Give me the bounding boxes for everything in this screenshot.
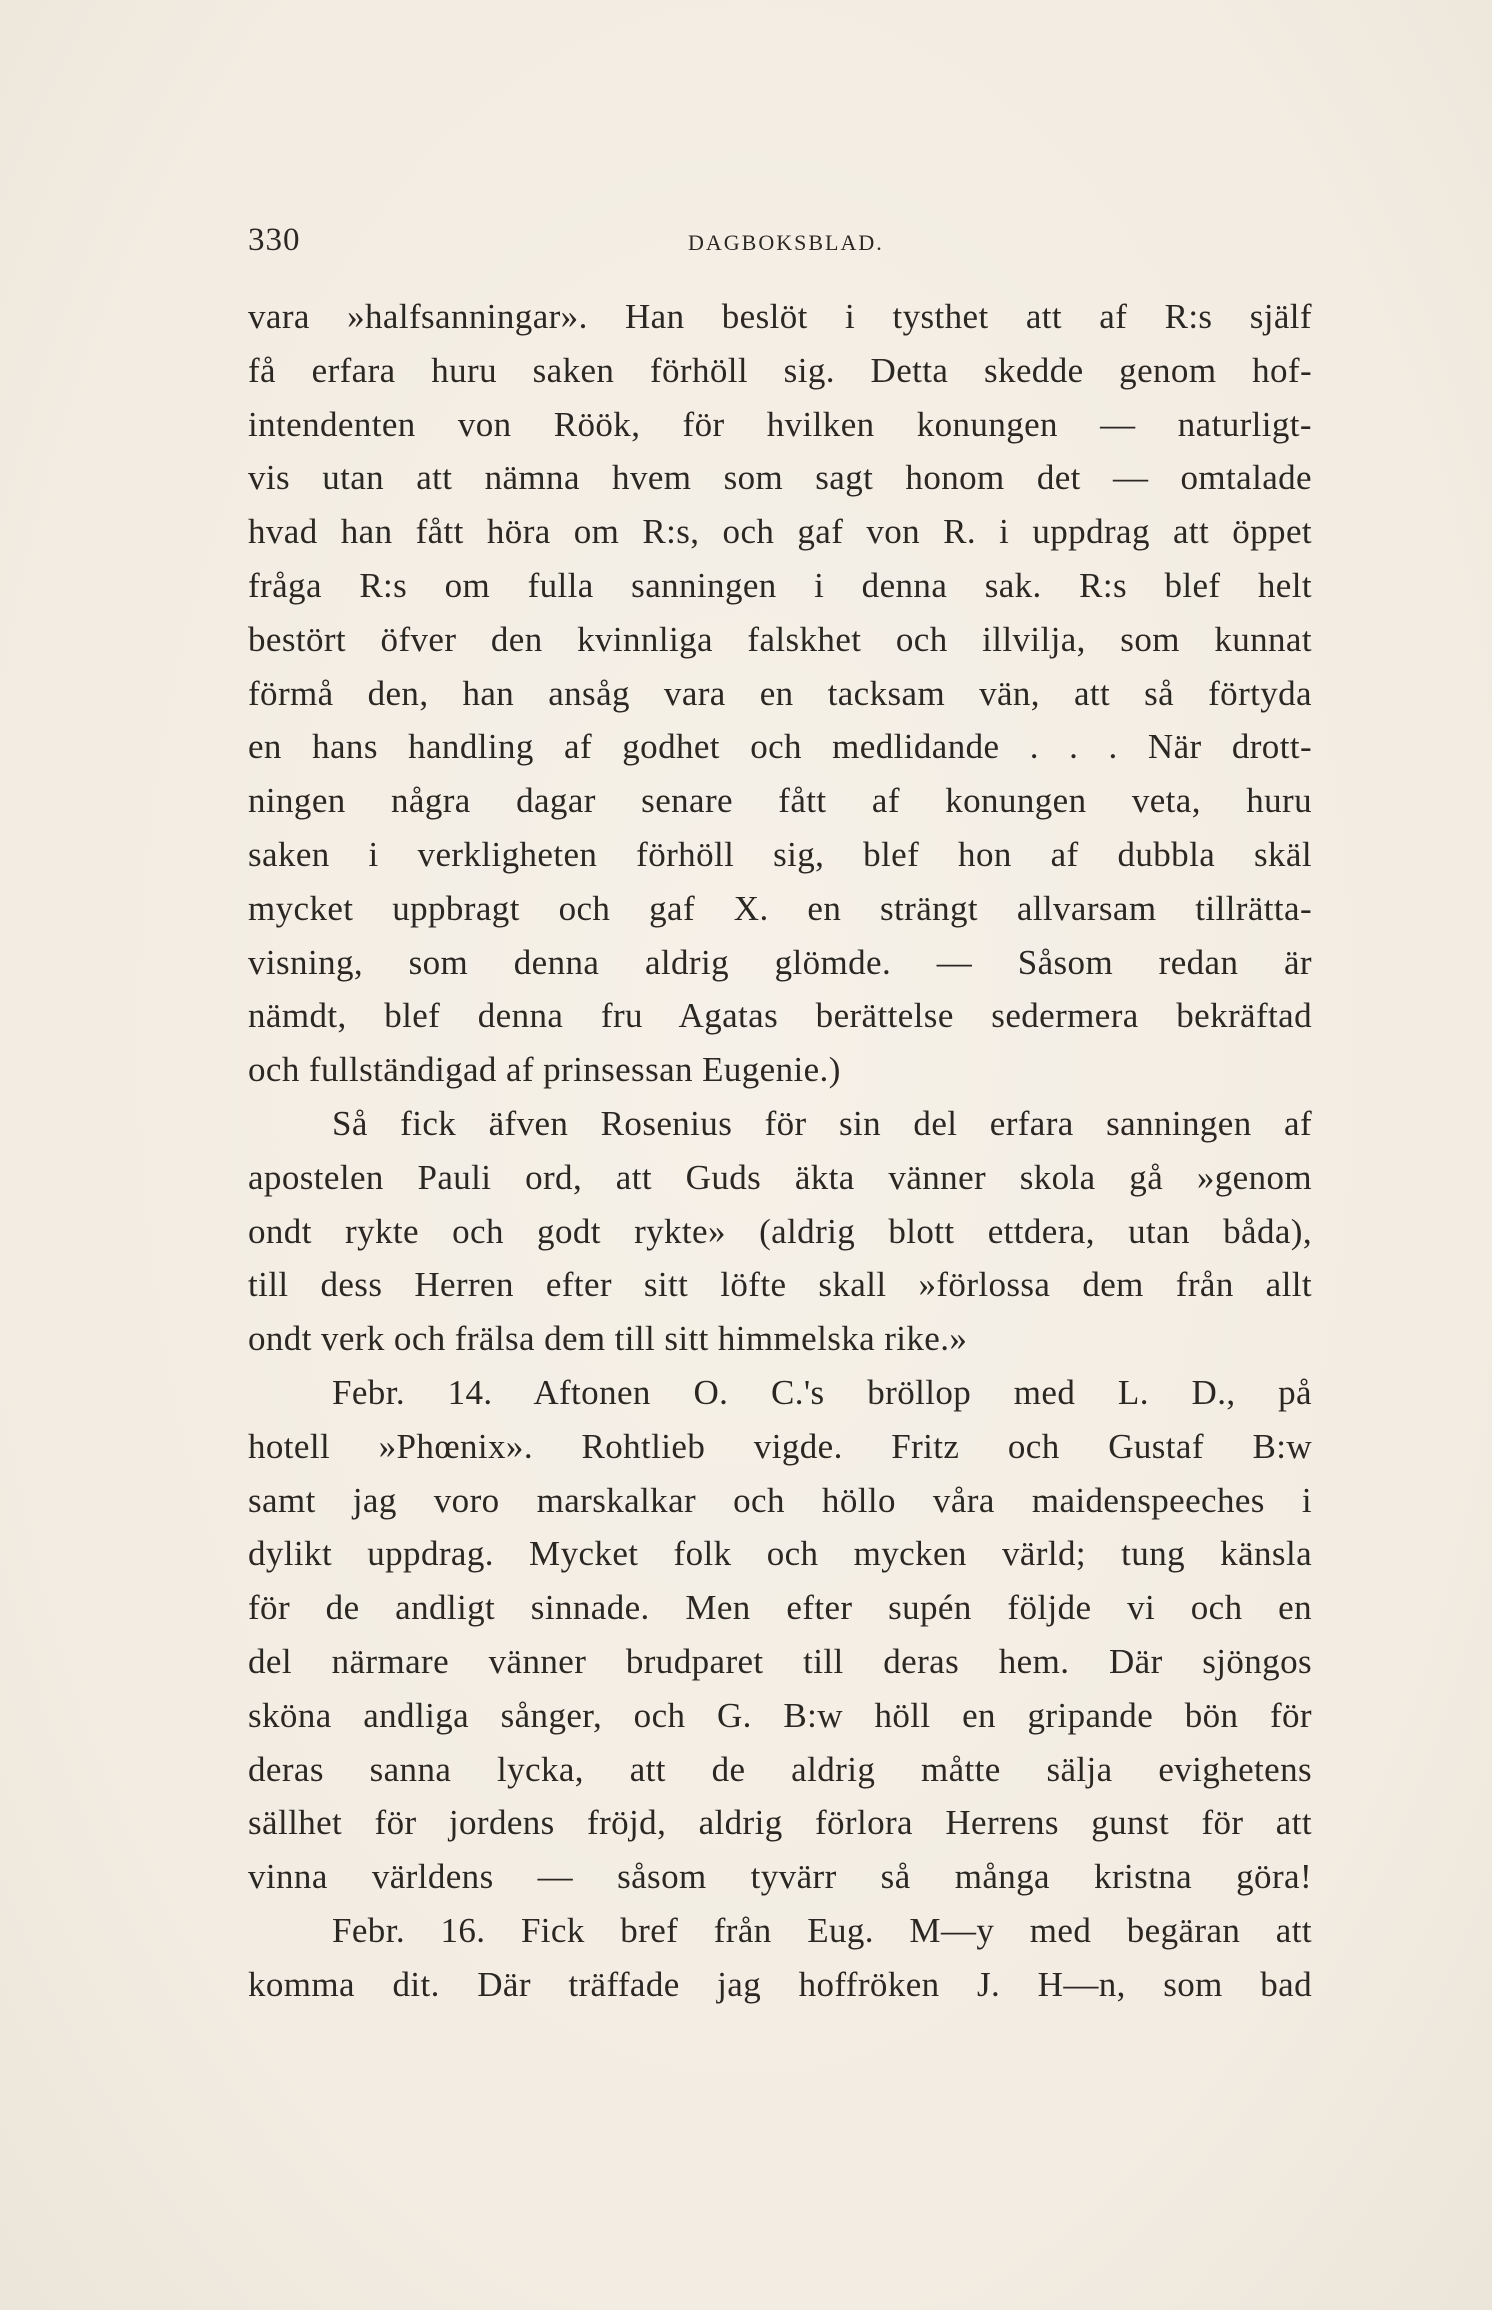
page-header [248, 222, 1308, 262]
text-line: del närmare vänner brudparet till deras hem. Där sjöngos [248, 1641, 1312, 1681]
text-line: till dess Herren efter sitt löfte skall »förlossa dem från allt [248, 1265, 1312, 1305]
text-line: ondt rykte och godt rykte» (aldrig blott ettdera, utan båda), [248, 1211, 1312, 1251]
text-line: hvad han fått höra om R:s, och gaf von R. i uppdrag att öppet [248, 512, 1312, 552]
paragraph-end-line: och fullständigad af prinsessan Eugenie.) [248, 1050, 841, 1090]
text-line: dylikt uppdrag. Mycket folk och mycken värld; tung känsla [248, 1534, 1312, 1574]
text-line: ningen några dagar senare fått af konungen veta, huru [248, 781, 1312, 821]
text-line: intendenten von Röök, för hvilken konungen — naturligt- [248, 404, 1312, 444]
text-line: vara »halfsanningar». Han beslöt i tysthet att af R:s själf [248, 297, 1312, 336]
text-line: samt jag voro marskalkar och höllo våra maidenspeeches i [248, 1480, 1312, 1520]
body-text [248, 290, 1312, 2012]
text-line: för de andligt sinnade. Men efter supén följde vi och en [248, 1588, 1312, 1628]
text-line: bestört öfver den kvinnliga falskhet och illvilja, som kunnat [248, 619, 1312, 659]
text-line: förmå den, han ansåg vara en tacksam vän, att så förtyda [248, 673, 1312, 713]
text-line: hotell »Phœnix». Rohtlieb vigde. Fritz och Gustaf B:w [248, 1426, 1312, 1466]
text-line: vis utan att nämna hvem som sagt honom det — omtalade [248, 458, 1312, 498]
text-line: en hans handling af godhet och medlidande . . . När drott- [248, 727, 1312, 767]
text-line: mycket uppbragt och gaf X. en strängt allvarsam tillrätta- [248, 888, 1312, 928]
text-line: visning, som denna aldrig glömde. — Såsom redan är [248, 942, 1312, 982]
text-line: fråga R:s om fulla sanningen i denna sak. R:s blef helt [248, 565, 1312, 605]
text-line: Så fick äfven Rosenius för sin del erfara sanningen af [332, 1103, 1312, 1143]
text-line: komma dit. Där träffade jag hoffröken J. H—n, som bad [248, 1964, 1312, 2004]
text-line: deras sanna lycka, att de aldrig måtte sälja evighetens [248, 1749, 1312, 1789]
diary-entry-line: Febr. 14. Aftonen O. C.'s bröllop med L. D., på [332, 1372, 1312, 1412]
text-line: sköna andliga sånger, och G. B:w höll en gripande bön för [248, 1695, 1312, 1735]
paragraph-end-line: ondt verk och frälsa dem till sitt himmelska rike.» [248, 1319, 968, 1359]
text-line: apostelen Pauli ord, att Guds äkta vänner skola gå »genom [248, 1157, 1312, 1197]
text-line: få erfara huru saken förhöll sig. Detta skedde genom hof- [248, 350, 1312, 390]
diary-entry-line: Febr. 16. Fick bref från Eug. M—y med begäran att [332, 1910, 1312, 1950]
text-line: vinna världens — såsom tyvärr så många kristna göra! [248, 1857, 1312, 1897]
text-line: sällhet för jordens fröjd, aldrig förlora Herrens gunst för att [248, 1803, 1312, 1843]
text-line: nämdt, blef denna fru Agatas berättelse sedermera bekräftad [248, 996, 1312, 1036]
running-head: DAGBOKSBLAD. [688, 230, 884, 255]
page-number: 330 [248, 222, 301, 258]
text-line: saken i verkligheten förhöll sig, blef hon af dubbla skäl [248, 834, 1312, 874]
